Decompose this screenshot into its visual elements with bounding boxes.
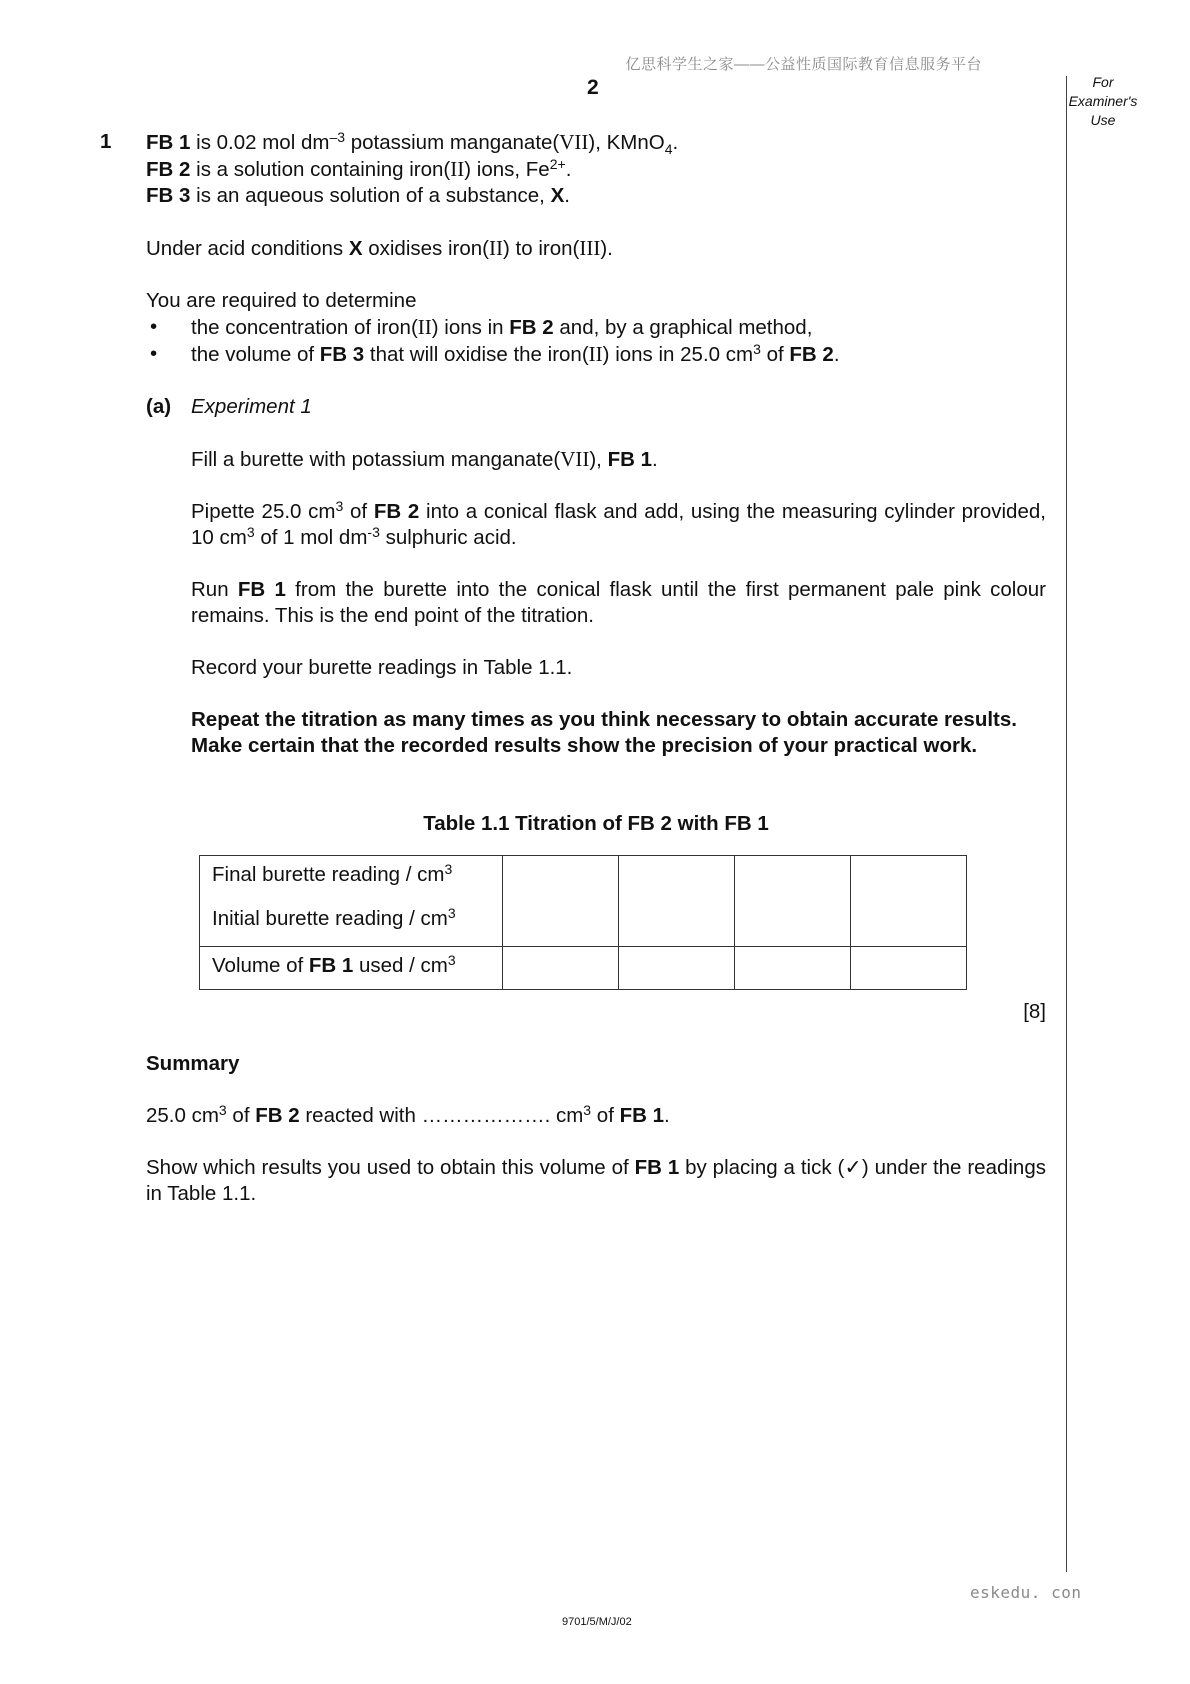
final-reading-label bbox=[212, 862, 490, 906]
fb2-name: FB 2 bbox=[146, 158, 191, 181]
fb1-name: FB 1 bbox=[146, 131, 191, 154]
b2-fb2: FB 2 bbox=[789, 343, 834, 366]
b1-ox: II bbox=[417, 315, 432, 339]
pipette-instruction bbox=[146, 499, 1046, 551]
page-number: 2 bbox=[587, 76, 599, 99]
b2-text: the volume of bbox=[191, 343, 320, 366]
repeat-instruction: Repeat the titration as many times as you think necessary to obtain accurate results. bbox=[191, 708, 1017, 731]
titration-cell-1[interactable] bbox=[503, 856, 619, 947]
list-item bbox=[146, 314, 1046, 341]
bullet-icon: • bbox=[150, 315, 158, 338]
burette-readings-label bbox=[200, 856, 503, 947]
fb1-text: is 0.02 mol dm bbox=[190, 131, 330, 154]
list-item bbox=[146, 341, 1046, 368]
pipette-exp-3: -3 bbox=[367, 524, 380, 540]
fb1-text-2: potassium manganate( bbox=[345, 131, 560, 154]
acid-conditions-line bbox=[146, 235, 1046, 262]
titration-cell-3[interactable] bbox=[735, 856, 851, 947]
volume-cell-3[interactable] bbox=[735, 947, 851, 990]
part-a-title: Experiment 1 bbox=[191, 395, 312, 418]
titration-cell-2[interactable] bbox=[619, 856, 735, 947]
required-line: You are required to determine bbox=[146, 289, 417, 312]
fb1-end: . bbox=[672, 131, 679, 154]
acid-ox-1: II bbox=[489, 236, 503, 260]
examiner-line-2: Examiner's bbox=[1068, 93, 1138, 109]
show-results-instruction bbox=[146, 1155, 1046, 1207]
fill-instruction bbox=[146, 446, 1046, 473]
volume-used-label bbox=[200, 947, 503, 990]
run-end: from the burette into the conical flask until the first permanent pale pink colour remains. This is the end point of the titration. bbox=[191, 578, 1046, 627]
acid-text: Under acid conditions bbox=[146, 237, 349, 260]
volume-text-2: used / cm bbox=[353, 954, 448, 977]
fb1-sub: 4 bbox=[664, 141, 673, 157]
b1-fb: FB 2 bbox=[509, 316, 554, 339]
fb1-line bbox=[146, 129, 1046, 156]
titration-table bbox=[199, 855, 967, 990]
pipette-fb: FB 2 bbox=[373, 500, 420, 523]
fb3-name: FB 3 bbox=[146, 184, 191, 207]
final-reading-text: Final burette reading / cm bbox=[212, 863, 445, 886]
table-row bbox=[200, 856, 967, 947]
summary-fb2: FB 2 bbox=[255, 1104, 300, 1127]
volume-exp: 3 bbox=[447, 952, 456, 968]
run-fb: FB 1 bbox=[237, 578, 286, 601]
b2-end: . bbox=[833, 343, 840, 366]
pipette-text-3: of 1 mol dm bbox=[254, 526, 368, 549]
pipette-exp-2: 3 bbox=[246, 524, 255, 540]
initial-reading-text: Initial burette reading / cm bbox=[212, 907, 448, 930]
fb1-ox-state: VII bbox=[559, 130, 589, 154]
table-caption: Table 1.1 Titration of FB 2 with FB 1 bbox=[423, 812, 769, 835]
footer-paper-code: 9701/5/M/J/02 bbox=[562, 1616, 632, 1628]
fill-fb: FB 1 bbox=[607, 448, 652, 471]
summary-of: of bbox=[226, 1104, 256, 1127]
acid-ox-2: III bbox=[579, 236, 601, 260]
acid-text-2: oxidises iron( bbox=[362, 237, 489, 260]
b1-text: the concentration of iron( bbox=[191, 316, 418, 339]
summary-fb1: FB 1 bbox=[619, 1104, 665, 1127]
fill-end: . bbox=[652, 448, 658, 471]
b2-fb3: FB 3 bbox=[319, 343, 365, 366]
pipette-exp-1: 3 bbox=[335, 498, 344, 514]
fb3-text: is an aqueous solution of a substance, bbox=[190, 184, 551, 207]
pipette-text: Pipette 25.0 cm bbox=[191, 500, 336, 523]
volume-fb: FB 1 bbox=[308, 954, 354, 977]
fb2-charge: 2+ bbox=[549, 156, 566, 172]
b1-text-2: ) ions in bbox=[431, 316, 510, 339]
summary-text: 25.0 cm bbox=[146, 1104, 219, 1127]
required-list bbox=[146, 314, 1046, 368]
summary-exp-2: 3 bbox=[583, 1102, 592, 1118]
fill-ox: VII bbox=[560, 447, 590, 471]
summary-exp-1: 3 bbox=[218, 1102, 227, 1118]
footer-site-watermark: eskedu. con bbox=[970, 1583, 1082, 1602]
fb3-line bbox=[146, 183, 1046, 209]
watermark-text: 亿思科学生之家——公益性质国际教育信息服务平台 bbox=[625, 56, 982, 73]
bullet-icon: • bbox=[150, 342, 158, 365]
volume-cell-1[interactable] bbox=[503, 947, 619, 990]
fb1-text-3: ), KMnO bbox=[588, 131, 665, 154]
precision-instruction: Make certain that the recorded results show the precision of your practical work. bbox=[191, 734, 978, 757]
fb2-text-2: ) ions, Fe bbox=[464, 158, 550, 181]
summary-heading: Summary bbox=[146, 1052, 240, 1075]
fb2-end: . bbox=[565, 158, 572, 181]
volume-cell-4[interactable] bbox=[851, 947, 967, 990]
initial-reading-label bbox=[212, 906, 490, 932]
question-number: 1 bbox=[100, 130, 112, 153]
part-a-label: (a) bbox=[146, 395, 172, 418]
acid-end: ). bbox=[600, 237, 613, 260]
examiner-line-3: Use bbox=[1090, 112, 1116, 128]
examiner-use-label bbox=[1066, 73, 1140, 130]
examiner-margin-rule bbox=[1066, 76, 1067, 1572]
b2-exp: 3 bbox=[753, 341, 761, 357]
fb1-exp: –3 bbox=[329, 129, 346, 145]
fb2-text: is a solution containing iron( bbox=[190, 158, 451, 181]
run-text: Run bbox=[191, 578, 238, 601]
b2-ox: II bbox=[588, 342, 603, 366]
record-instruction: Record your burette readings in Table 1.1. bbox=[191, 656, 573, 679]
b2-of: of bbox=[760, 343, 790, 366]
final-reading-exp: 3 bbox=[444, 861, 453, 877]
show-text: Show which results you used to obtain this volume of bbox=[146, 1156, 635, 1179]
fill-text-2: ), bbox=[589, 448, 608, 471]
pipette-end: sulphuric acid. bbox=[379, 526, 517, 549]
acid-x: X bbox=[348, 237, 363, 260]
fill-text: Fill a burette with potassium manganate( bbox=[191, 448, 561, 471]
b2-text-2: that will oxidise the iron( bbox=[364, 343, 589, 366]
question-body bbox=[146, 129, 1046, 1207]
pipette-text-2: into a conical flask and add, using the measuring cylinder provided, 10 cm bbox=[191, 500, 1046, 549]
volume-text: Volume of bbox=[212, 954, 309, 977]
run-instruction bbox=[146, 577, 1046, 629]
fb3-end: . bbox=[564, 184, 570, 207]
fb3-x: X bbox=[550, 184, 565, 207]
summary-text-2: reacted with ………………. cm bbox=[299, 1104, 584, 1127]
summary-of-2: of bbox=[591, 1104, 620, 1127]
examiner-line-1: For bbox=[1092, 74, 1114, 90]
summary-line bbox=[146, 1103, 1046, 1129]
part-a-heading bbox=[146, 394, 1046, 420]
table-row bbox=[200, 947, 967, 990]
b2-text-3: ) ions in 25.0 cm bbox=[602, 343, 754, 366]
marks-label: [8] bbox=[1023, 1000, 1046, 1023]
acid-text-3: ) to iron( bbox=[503, 237, 580, 260]
fb2-ox-state: II bbox=[450, 157, 465, 181]
volume-cell-2[interactable] bbox=[619, 947, 735, 990]
initial-reading-exp: 3 bbox=[447, 905, 456, 921]
fb2-line bbox=[146, 156, 1046, 183]
titration-cell-4[interactable] bbox=[851, 856, 967, 947]
summary-end: . bbox=[664, 1104, 670, 1127]
pipette-of: of bbox=[343, 500, 374, 523]
b1-end: and, by a graphical method, bbox=[553, 316, 813, 339]
show-fb: FB 1 bbox=[634, 1156, 680, 1179]
show-end: by placing a tick (✓) under the readings in Table 1.1. bbox=[146, 1156, 1046, 1205]
